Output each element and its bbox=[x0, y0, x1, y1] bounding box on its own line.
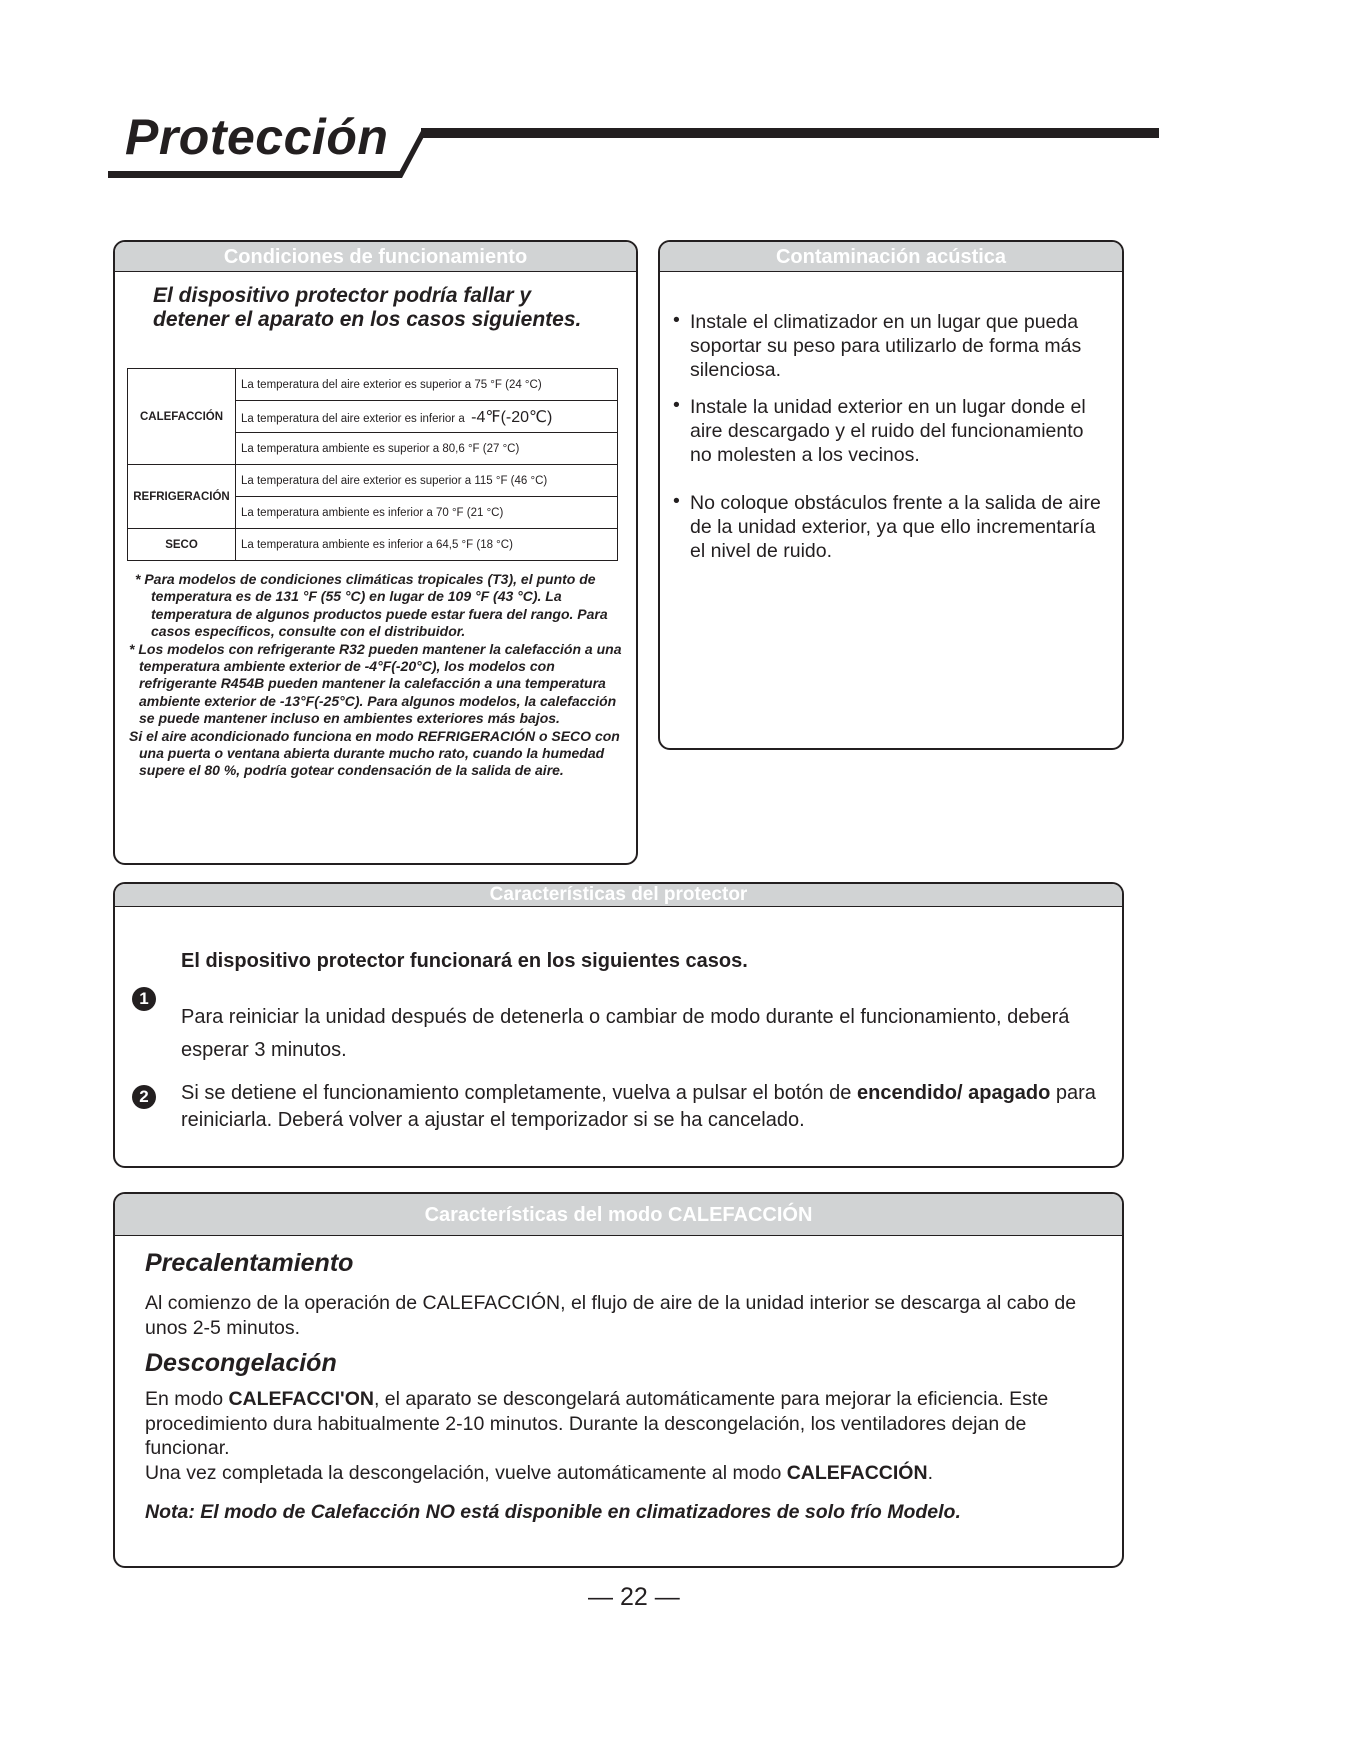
list-item-text: No coloque obstáculos frente a la salida de aire de la unidad exterior, ya que ello incrementaría el nivel de ruido. bbox=[690, 492, 1101, 562]
number-two-icon: 2 bbox=[132, 1085, 156, 1109]
operating-conditions-notes bbox=[125, 571, 625, 780]
noise-list bbox=[670, 310, 1110, 563]
operating-conditions-intro: El dispositivo protector podría fallar y detener el aparato en los casos siguientes. bbox=[153, 284, 582, 331]
dry-category: SECO bbox=[128, 529, 236, 561]
list-item bbox=[670, 310, 1110, 382]
table-cell: La temperatura ambiente es superior a 80,6 °F (27 °C) bbox=[236, 433, 618, 465]
cooling-category: REFRIGERACIÓN bbox=[128, 465, 236, 529]
protector-intro: El dispositivo protector funcionará en los siguientes casos. bbox=[181, 950, 748, 972]
table-row bbox=[128, 529, 618, 561]
heating-category: CALEFACCIÓN bbox=[128, 369, 236, 465]
bullet-icon: • bbox=[673, 309, 680, 331]
defrost-text-end: , el aparato se descongelará automáticamente para mejorar la eficiencia. Este procedimiento dura habitualmente 2-10 minutos. Durante la descongelación, los ventiladores dejan de funcionar. bbox=[145, 1388, 1049, 1459]
noise-pollution-panel bbox=[658, 240, 1124, 750]
protector-item-1: Para reiniciar la unidad después de detenerla o cambiar de modo durante el funcionamiento, deberá esperar 3 minutos. bbox=[181, 1006, 1070, 1061]
defrost-text-start: En modo bbox=[145, 1388, 229, 1410]
title-rule bbox=[0, 0, 1361, 200]
list-item bbox=[670, 491, 1110, 563]
refrigerant-note: * Los modelos con refrigerante R32 pueden mantener la calefacción a una temperatura ambiente exterior de -4°F(-20°C), los modelos con refrigerante R454B pueden mantener la calefacción a una temperatura ambiente exterior de -13°F(-25°C). Para algunos modelos, la calefacción se puede mantener incluso en ambientes exteriores más bajos. bbox=[129, 640, 622, 727]
page-title: Protección bbox=[125, 109, 389, 165]
heating-mode-label: CALEFACCIÓN bbox=[786, 1461, 928, 1484]
operating-conditions-table bbox=[127, 368, 618, 561]
power-button-label: encendido/ apagado bbox=[856, 1082, 1051, 1104]
table-cell: La temperatura ambiente es inferior a 70 °F (21 °C) bbox=[236, 497, 618, 529]
protector-features-header: Características del protector bbox=[115, 884, 1122, 907]
heating-mode-panel bbox=[113, 1192, 1124, 1568]
condensation-note: Si el aire acondicionado funciona en modo REFRIGERACIÓN o SECO con una puerta o ventana abierta durante mucho rato, cuando la humedad supere el 80 %, podría gotear condensación de la salida de aire. bbox=[129, 727, 620, 779]
table-cell bbox=[236, 401, 618, 433]
protector-item-2-text-end: para reiniciarla. Deberá volver a ajustar el temporizador si se ha cancelado. bbox=[181, 1082, 1096, 1131]
preheat-title: Precalentamiento bbox=[145, 1249, 354, 1277]
list-item-text: Instale el climatizador en un lugar que pueda soportar su peso para utilizarlo de forma más silenciosa. bbox=[690, 311, 1082, 381]
list-item bbox=[670, 395, 1110, 467]
protector-item-2-text: Si se detiene el funcionamiento completamente, vuelva a pulsar el botón de bbox=[181, 1082, 857, 1104]
table-cell: La temperatura ambiente es inferior a 64,5 °F (18 °C) bbox=[236, 529, 618, 561]
table-row bbox=[128, 465, 618, 497]
defrost-return-text: Una vez completada la descongelación, vuelve automáticamente al modo bbox=[145, 1461, 787, 1484]
page-number: — 22 — bbox=[588, 1583, 680, 1611]
preheat-text: Al comienzo de la operación de CALEFACCIÓN, el flujo de aire de la unidad interior se descarga al cabo de unos 2-5 minutos. bbox=[145, 1292, 1077, 1339]
number-one-icon: 1 bbox=[132, 987, 156, 1011]
table-cell: La temperatura del aire exterior es superior a 75 °F (24 °C) bbox=[236, 369, 618, 401]
table-row bbox=[128, 369, 618, 401]
defrost-text bbox=[145, 1387, 1105, 1485]
cooling-only-note: Nota: El modo de Calefacción NO está disponible en climatizadores de solo frío Modelo. bbox=[145, 1501, 961, 1523]
t3-note: * Para modelos de condiciones climáticas tropicales (T3), el punto de temperatura es de 131 °F (55 °C) en lugar de 109 °F (43 °C). La temperatura de algunos productos puede estar fuera del rango. Para casos específicos, consulte con el distribuidor. bbox=[135, 571, 608, 640]
defrost-title: Descongelación bbox=[145, 1349, 337, 1377]
temperature-value: -4℉(-20℃) bbox=[471, 408, 553, 426]
bullet-icon: • bbox=[673, 490, 680, 512]
heating-mode-header: Características del modo CALEFACCIÓN bbox=[115, 1194, 1122, 1236]
operating-conditions-header: Condiciones de funcionamiento bbox=[115, 242, 636, 272]
table-cell: La temperatura del aire exterior es superior a 115 °F (46 °C) bbox=[236, 465, 618, 497]
table-cell-text: La temperatura del aire exterior es inferior a bbox=[241, 412, 465, 425]
bullet-icon: • bbox=[673, 394, 680, 416]
protector-item-2 bbox=[181, 1080, 1101, 1134]
defrost-mode-label: CALEFACCI'ON bbox=[228, 1388, 374, 1410]
list-item-text: Instale la unidad exterior en un lugar donde el aire descargado y el ruido del funcionamiento no molesten a los vecinos. bbox=[690, 396, 1086, 466]
noise-pollution-header: Contaminación acústica bbox=[660, 242, 1122, 272]
operating-conditions-panel bbox=[113, 240, 638, 865]
protector-features-panel bbox=[113, 882, 1124, 1168]
defrost-return-end: . bbox=[927, 1461, 933, 1484]
